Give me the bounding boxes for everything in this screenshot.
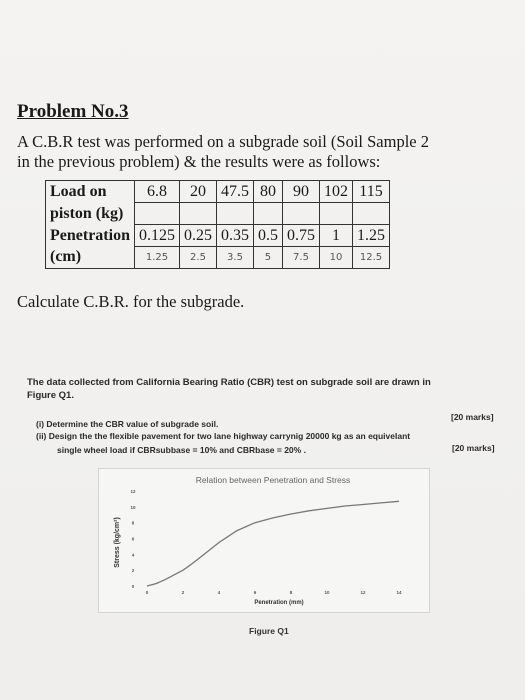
- chart-title: Relation between Penetration and Stress: [195, 475, 351, 485]
- y-tick-label: 0: [131, 584, 135, 589]
- penetration-value: 1.25: [352, 225, 389, 247]
- handwritten-note: 3.5: [216, 247, 253, 269]
- handwritten-note: 7.5: [282, 247, 319, 269]
- penetration-header: Penetration: [46, 225, 135, 247]
- stress-penetration-line: [147, 501, 399, 586]
- problem-text-line-2: in the previous problem) & the results were as follows:: [17, 152, 381, 171]
- load-header-unit: piston (kg): [46, 203, 135, 225]
- x-tick-label: 6: [253, 590, 257, 595]
- question-part-ii: (ii) Design the the flexible pavement for two lane highway carrynig 20000 kg as an equivelant: [36, 431, 411, 441]
- load-value: 47.5: [216, 181, 253, 203]
- y-tick-label: 2: [131, 568, 135, 574]
- load-value: 80: [253, 181, 282, 203]
- y-tick-label: 10: [130, 504, 136, 510]
- penetration-value: 1: [319, 225, 352, 247]
- load-value: 90: [282, 181, 319, 203]
- penetration-header-unit: (cm): [46, 247, 135, 269]
- test-results-table: [45, 180, 390, 269]
- penetration-value: 0.25: [179, 225, 216, 247]
- penetration-value: 0.125: [134, 225, 179, 247]
- penetration-value: 0.75: [282, 225, 319, 247]
- handwritten-note: 2.5: [179, 247, 216, 269]
- load-value: 115: [352, 181, 389, 203]
- question-part-i: (i) Determine the CBR value of subgrade soil.: [36, 419, 219, 429]
- y-tick-label: 4: [131, 552, 135, 558]
- x-tick-label: 8: [289, 590, 293, 595]
- load-header: Load on: [46, 181, 135, 203]
- x-tick-label: 4: [217, 590, 221, 595]
- y-axis-label: Stress (kg/cm²): [114, 517, 121, 568]
- penetration-value: 0.5: [253, 225, 282, 247]
- penetration-value: 0.35: [216, 225, 253, 247]
- marks-part-ii: [20 marks]: [452, 443, 495, 453]
- calculate-instruction: Calculate C.B.R. for the subgrade.: [17, 292, 245, 311]
- problem-text-line-1: A C.B.R test was performed on a subgrade soil (Soil Sample 2: [17, 132, 429, 151]
- marks-part-i: [20 marks]: [451, 412, 494, 422]
- load-value: 102: [319, 181, 352, 203]
- x-tick-label: 0: [145, 590, 149, 595]
- problem-title: Problem No.3: [17, 101, 129, 122]
- y-tick-label: 8: [131, 520, 135, 526]
- cbr-chart: [99, 469, 429, 612]
- x-tick-label: 2: [181, 590, 185, 595]
- y-tick-label: 12: [130, 489, 136, 494]
- figure-caption: Figure Q1: [249, 626, 289, 636]
- handwritten-note: 12.5: [352, 247, 389, 269]
- question-part-ii-cont: single wheel load if CBRsubbase = 10% and CBRbase = 20% .: [57, 445, 306, 455]
- handwritten-note: 1.25: [134, 247, 179, 269]
- y-tick-label: 6: [131, 536, 135, 542]
- load-value: 6.8: [134, 181, 179, 203]
- x-axis-label: Penetration (mm): [254, 600, 304, 606]
- handwritten-note: 10: [319, 247, 352, 269]
- chart-frame: [98, 468, 430, 613]
- x-tick-label: 12: [360, 590, 366, 595]
- x-tick-label: 10: [324, 590, 330, 595]
- x-tick-label: 14: [396, 590, 402, 595]
- handwritten-note: 5: [253, 247, 282, 269]
- question-intro: The data collected from California Bearing Ratio (CBR) test on subgrade soil are drawn in Figure Q1.: [27, 377, 431, 401]
- load-value: 20: [179, 181, 216, 203]
